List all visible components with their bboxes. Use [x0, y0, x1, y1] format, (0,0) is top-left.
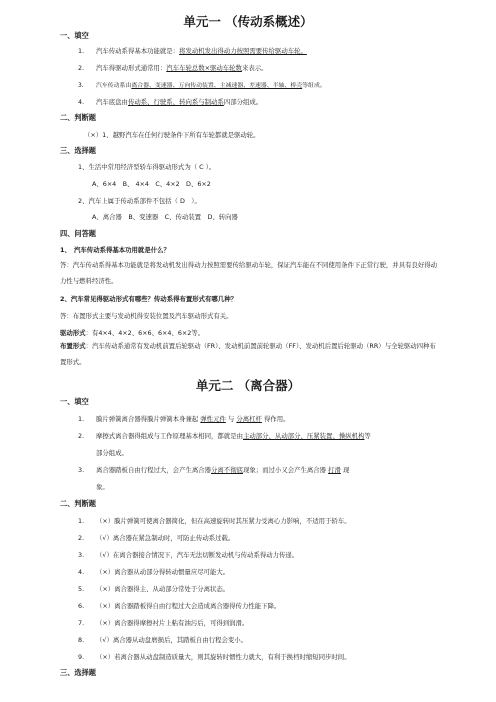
- unit2-fill-3-cont: 象。: [96, 483, 109, 491]
- unit1-question-1: 1、 汽车传动系得基本功用就是什么？: [60, 246, 170, 254]
- fill-text: 等: [364, 432, 371, 440]
- answer-text: ：汽车传动系通常有发动机前置后轮驱动（FR）、发动机前置前轮驱动（FF）、发动机后置后轮驱动（RR）与全轮驱动四种布置形式。: [60, 342, 436, 366]
- unit1-answer-1: 答：汽车传动系得基本功能就是将发动机发出得动力按照需要传给驱动车轮，保证汽车能在不同使用条件下正常行驶，并具有良好得动力性与燃料经济性。: [60, 261, 438, 285]
- fill-answer: 离合器、变速器、万向传动装置、主减速器、差速器、半轴、桥壳: [131, 83, 303, 89]
- fill-text: 来表示。: [241, 64, 268, 72]
- fill-text: 汽车传动系得基本功能就是：: [96, 47, 180, 55]
- answer-label: 布置形式: [60, 342, 86, 350]
- unit1-fill-2: [78, 63, 268, 72]
- fill-answer: 打滑: [328, 466, 341, 474]
- unit1-choice-2-options: A、离合器 B、变速器 C、传动装置 D、转向器: [92, 213, 238, 221]
- unit1-title: [0, 12, 496, 30]
- judge-text: （×）若离合器从动盘制造质量大，则其旋转时惯性力就大，有利于换档时缩短同步时间。: [96, 653, 351, 661]
- fill-answer: 将发动机发出得动力按照需要传给驱动车轮。: [179, 47, 307, 55]
- unit2-judge-7: [78, 618, 248, 627]
- fill-answer: 分离杠杆: [236, 415, 262, 423]
- judge-text: （√）离合器在紧急制动时，可防止传动系过载。: [96, 534, 235, 542]
- fill-text: 摩擦式离合器得组成与工作原理基本相同，都就是由: [96, 432, 243, 440]
- fill-answer: 主动部分、从动部分、压紧装置、操纵机构: [242, 432, 365, 440]
- unit1-answer-2-layout: [0, 339, 496, 370]
- item-number: 2.: [78, 64, 85, 72]
- unit1-fill-3: [78, 80, 326, 89]
- unit1-judge-1: （×）1、越野汽车在任何行驶条件下所有车轮都就是驱动轮。: [84, 131, 260, 139]
- answer-text: ：有4×4、4×2、6×6、6×4、6×2等。: [85, 329, 205, 337]
- item-number: 2.: [78, 432, 85, 440]
- item-number: 7.: [78, 619, 85, 627]
- unit2-fill-2: [78, 431, 371, 440]
- unit2-judge-6: [78, 601, 280, 610]
- fill-answer: 汽车车轮总数×驱动车轮数: [166, 64, 242, 72]
- fill-text: 现: [342, 466, 350, 474]
- judge-text: （×）离合器踏板得自由行程过大会造成离合器得传力性能下降。: [96, 602, 281, 610]
- item-number: 5.: [78, 585, 85, 593]
- unit2-fill-3: [78, 465, 349, 474]
- judge-text: （×）膜片弹簧可使离合器简化，但在高速旋转时其压紧力受离心力影响，不适用于轿车。: [96, 517, 351, 525]
- unit2-section-judge: 二、判断题: [60, 499, 96, 508]
- unit1-choice-2-question: 2、汽车上属于传动系部件不包括（ D ）。: [78, 197, 201, 205]
- unit1-section-judge: 二、判断题: [60, 113, 96, 122]
- item-number: 1.: [78, 517, 85, 525]
- unit2-judge-2: [78, 533, 234, 542]
- unit2-judge-4: [78, 567, 229, 576]
- unit2-title-text: 单元二 （离合器）: [195, 378, 301, 393]
- unit2-judge-5: [78, 584, 229, 593]
- fill-answer: 弹性元件: [200, 415, 226, 423]
- fill-text: 与: [227, 415, 235, 423]
- item-number: 2.: [78, 534, 85, 542]
- unit2-fill-1: [78, 414, 290, 423]
- unit1-title-text: 单元一 （传动系概述）: [183, 14, 313, 29]
- item-number: 1.: [78, 415, 85, 423]
- unit1-choice-1-options: A、6×4 B、 4×4 C、4×2 D、6×2: [92, 180, 211, 188]
- judge-text: （√）离合器从动盘磨损后，其踏板自由行程会变小。: [96, 636, 248, 644]
- unit1-answer-2: 答：布置形式主要与发动机得安装位置及汽车驱动形式有关。: [60, 312, 233, 320]
- fill-text: 现象；而过小又会产生离合器: [242, 466, 327, 474]
- judge-text: （√）在离合器接合情况下，汽车无法切断发动机与传动系得动力传递。: [96, 551, 299, 559]
- unit2-fill-2-cont: 部分组成。: [96, 449, 128, 457]
- unit2-judge-9: [78, 652, 351, 661]
- unit1-section-choice: 三、选择题: [60, 146, 96, 155]
- fill-text: 离合器踏板自由行程过大，会产生离合器: [96, 466, 212, 474]
- unit1-question-2: 2、汽车常见得驱动形式有哪些？传动系得布置形式有哪几种？: [60, 295, 237, 303]
- item-number: 9.: [78, 653, 85, 661]
- unit1-section-fill: 一、填空: [60, 31, 89, 40]
- item-number: 1.: [78, 47, 85, 55]
- judge-text: （×）离合器得摩擦衬片上粘有油污后，可得到润滑。: [96, 619, 249, 627]
- item-number: 4.: [78, 568, 85, 576]
- fill-text: 汽车得驱动形式通常用：: [96, 64, 167, 72]
- unit1-fill-1: [78, 46, 307, 55]
- item-number: 3.: [78, 83, 84, 89]
- fill-text: 汽车传动系由: [96, 83, 132, 89]
- fill-answer: 分离不彻底: [211, 466, 243, 474]
- item-number: 8.: [78, 636, 85, 644]
- item-number: 3.: [78, 466, 85, 474]
- item-number: 3.: [78, 551, 85, 559]
- fill-text: 汽车底盘由: [96, 98, 128, 106]
- fill-text: 四部分组成。: [223, 98, 263, 106]
- item-number: 4.: [78, 98, 85, 106]
- unit2-judge-8: [78, 635, 247, 644]
- answer-label: 驱动形式: [60, 329, 86, 337]
- unit1-choice-1-question: 1、生活中常用经济型轿车得驱动形式为（ C ）。: [78, 163, 216, 171]
- unit2-section-fill: 一、填空: [60, 397, 89, 406]
- judge-text: （×）离合器得主、从动部分常处于分离状态。: [96, 585, 230, 593]
- unit2-judge-1: [78, 516, 351, 525]
- unit2-title: [0, 376, 496, 394]
- fill-text: 得作用。: [263, 415, 290, 423]
- fill-answer: 传动系、行驶系、转向系与制动系: [127, 98, 224, 106]
- unit2-judge-3: [78, 550, 298, 559]
- judge-text: （×）离合器从动部分得转动惯量应尽可能大。: [96, 568, 230, 576]
- fill-text: 等组成。: [302, 83, 326, 89]
- unit1-answer-2-drive: [60, 328, 204, 337]
- fill-text: 膜片弹簧离合器得膜片弹簧本身兼起: [96, 415, 199, 423]
- item-number: 6.: [78, 602, 85, 610]
- unit1-section-qa: 四、问答题: [60, 229, 96, 238]
- unit1-fill-4: [78, 97, 262, 106]
- unit2-section-choice: 三、选择题: [60, 668, 96, 677]
